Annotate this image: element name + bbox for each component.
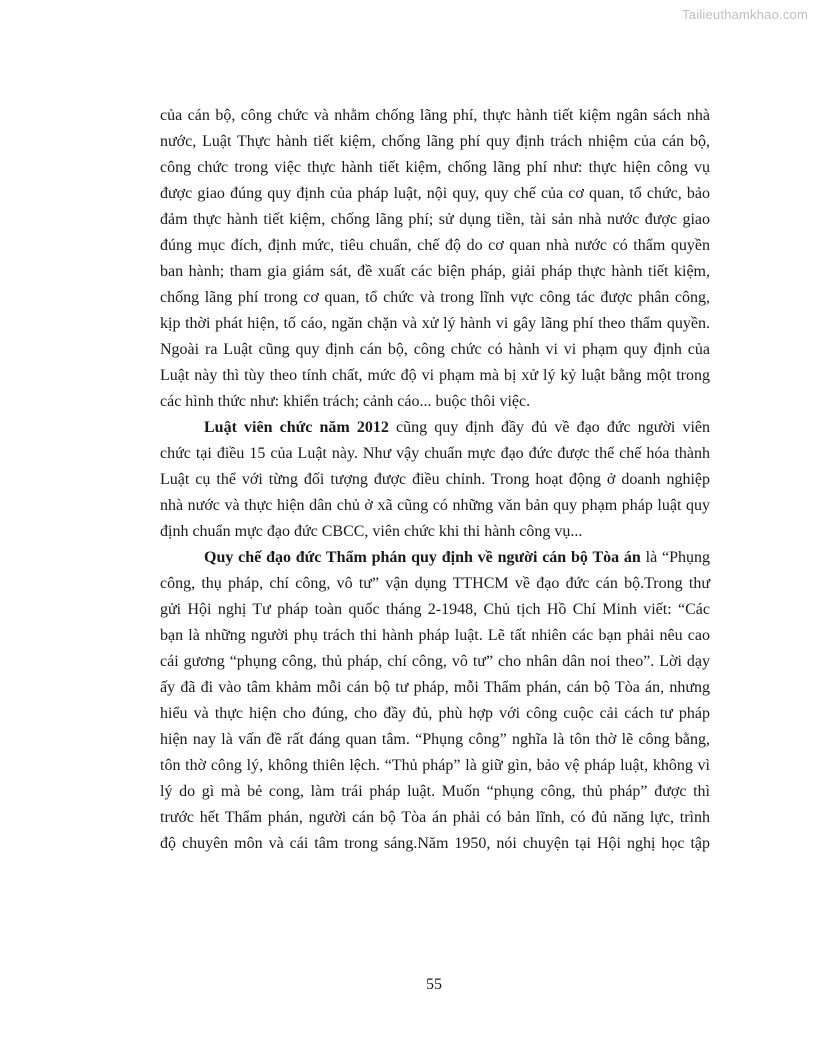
text-line: công chức trong việc thực hành tiết kiệm, chống lãng phí như: thực hiện công vụ [160, 159, 710, 176]
paragraph-anti-waste-law [160, 103, 710, 415]
text-line: trước hết Thẩm phán, người cán bộ Tòa án phải có bản lĩnh, có đủ năng lực, trình [160, 809, 710, 826]
bold-heading-text: Quy chế đạo đức Thẩm phán quy định về người cán bộ Tòa án [204, 549, 641, 566]
text-line: được giao đúng quy định của pháp luật, nội quy, quy chế của cơ quan, tổ chức, bảo [160, 185, 710, 202]
text-line: chức tại điều 15 của Luật này. Như vậy chuẩn mực đạo đức được thể chế hóa thành [160, 445, 710, 462]
text-line: Luật này thì tùy theo tính chất, mức độ vi phạm mà bị xử lý kỷ luật bằng một trong [160, 367, 710, 384]
text-line: hiểu và thực hiện cho đúng, cho đầy đủ, phù hợp với công cuộc cải cách tư pháp [160, 705, 710, 722]
text-line: công, thụ pháp, chí công, vô tư” vận dụng TTHCM về đạo đức cán bộ.Trong thư [160, 575, 710, 592]
text-line: lý do gì mà bẻ cong, làm trái pháp luật. Muốn “phụng công, thủ pháp” được thì [160, 783, 710, 800]
text-line: chống lãng phí trong cơ quan, tổ chức và trong lĩnh vực công tác được phân công, [160, 289, 710, 306]
text-line: nhà nước và thực hiện dân chủ ở xã cũng có những văn bản quy phạm pháp luật quy [160, 497, 710, 514]
paragraph-judge-ethics-code [160, 545, 710, 857]
text-line [160, 415, 710, 441]
text-line: độ chuyên môn và cái tâm trong sáng.Năm 1950, nói chuyện tại Hội nghị học tập [160, 835, 710, 852]
text-line: nước, Luật Thực hành tiết kiệm, chống lãng phí quy định trách nhiệm của cán bộ, [160, 133, 710, 150]
bold-heading-text: Luật viên chức năm 2012 [204, 419, 389, 436]
text-line: kịp thời phát hiện, tố cáo, ngăn chặn và xử lý hành vi gây lãng phí theo thẩm quyền. [160, 315, 710, 332]
text-line: ban hành; tham gia giám sát, đề xuất các biện pháp, giải pháp thực hành tiết kiệm, [160, 263, 710, 280]
text-line [160, 545, 710, 571]
text-line: Ngoài ra Luật cũng quy định cán bộ, công chức có hành vi vi phạm quy định của [160, 341, 710, 358]
watermark: Tailieuthamkhao.com [682, 7, 808, 22]
text-line: tôn thờ công lý, không thiên lệch. “Thủ pháp” là giữ gìn, bảo vệ pháp luật, không vì [160, 757, 710, 774]
page-number: 55 [426, 976, 442, 993]
text-fragment: cũng quy định đầy đủ về đạo đức người viên [388, 419, 710, 436]
text-line: gửi Hội nghị Tư pháp toàn quốc tháng 2-1948, Chủ tịch Hồ Chí Minh viết: “Các [160, 601, 710, 618]
text-fragment: là “Phụng [640, 549, 710, 566]
text-line: bạn là những người phụ trách thi hành pháp luật. Lẽ tất nhiên các bạn phải nêu cao [160, 627, 710, 644]
text-line: ấy đã đi vào tâm khảm mỗi cán bộ tư pháp, mỗi Thẩm phán, cán bộ Tòa án, nhưng [160, 679, 710, 696]
text-line: của cán bộ, công chức và nhằm chống lãng phí, thực hành tiết kiệm ngân sách nhà [160, 107, 710, 124]
text-line: các hình thức như: khiển trách; cảnh cáo... buộc thôi việc. [160, 393, 531, 410]
text-line: hiện nay là vấn đề rất đáng quan tâm. “Phụng công” nghĩa là tôn thờ lẽ công bằng, [160, 731, 710, 748]
text-line: định chuẩn mực đạo đức CBCC, viên chức khi thi hành công vụ... [160, 523, 583, 540]
text-line: Luật cụ thể với từng đối tượng được điều chỉnh. Trong hoạt động ở doanh nghiệp [160, 471, 710, 488]
paragraph-public-employee-law [160, 415, 710, 545]
document-body [160, 103, 710, 857]
text-line: đúng mục đích, định mức, tiêu chuẩn, chế độ do cơ quan nhà nước có thẩm quyền [160, 237, 710, 254]
text-line: cái gương “phụng công, thủ pháp, chí công, vô tư” cho nhân dân noi theo”. Lời dạy [160, 653, 710, 670]
text-line: đảm thực hành tiết kiệm, chống lãng phí; sử dụng tiền, tài sản nhà nước được giao [160, 211, 710, 228]
